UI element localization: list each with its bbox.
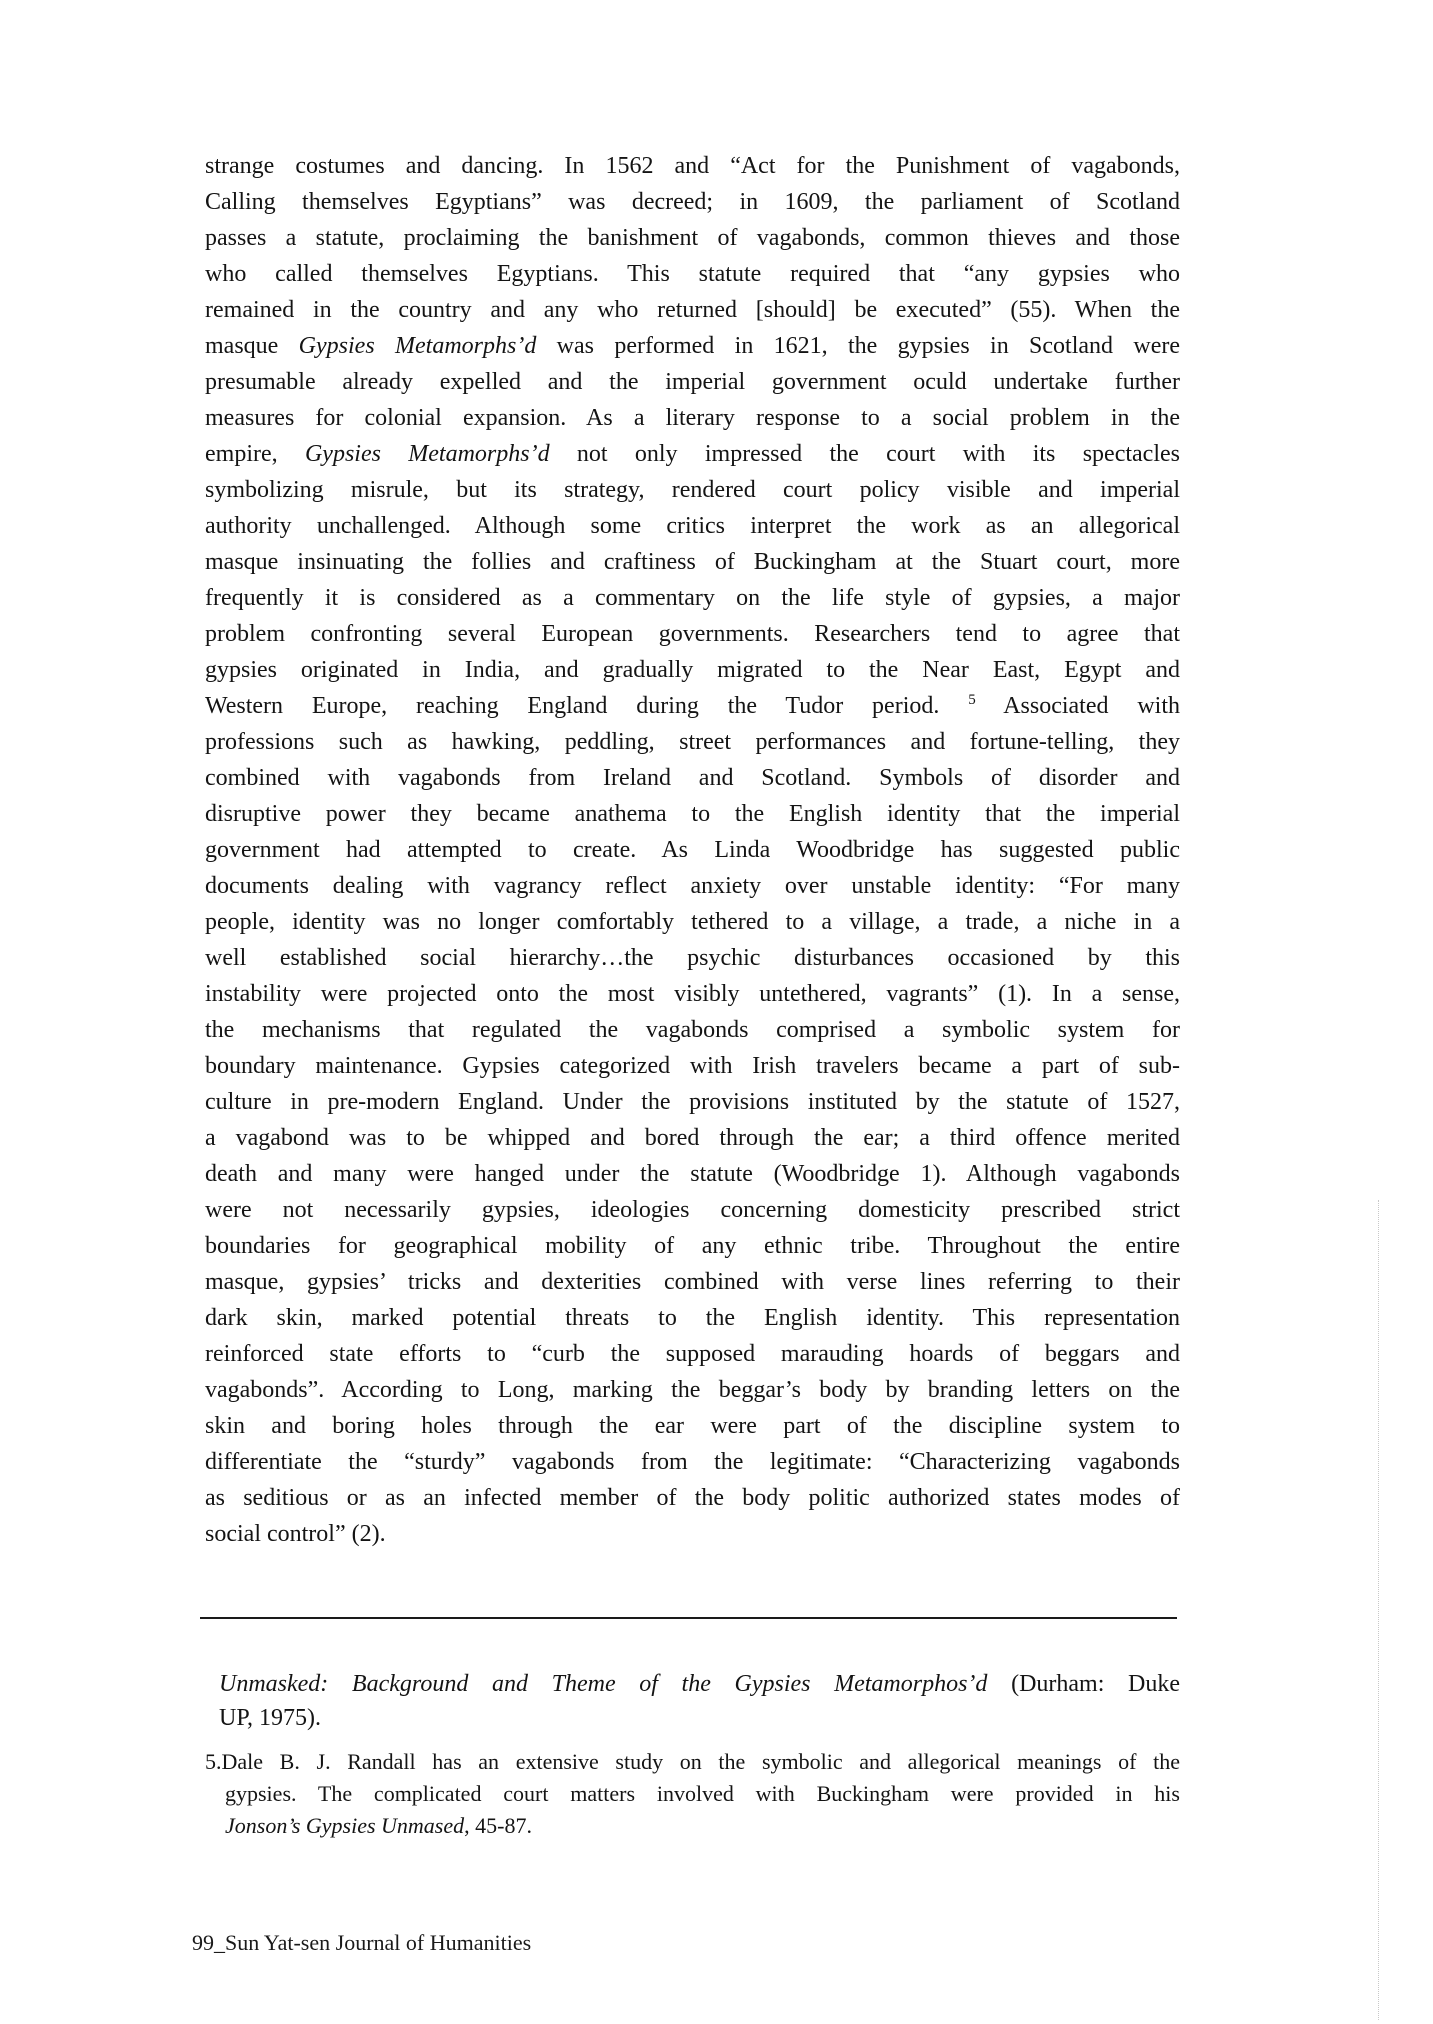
- footnote-line: UP, 1975).: [219, 1705, 322, 1731]
- text-line: instability were projected onto the most visibly untethered, vagrants” (1). In a sense,: [205, 981, 1180, 1007]
- text-line: well established social hierarchy…the psychic disturbances occasioned by this: [205, 945, 1180, 971]
- work-title: Gypsies Metamorphs’d: [304, 441, 550, 467]
- text-line: boundaries for geographical mobility of any ethnic tribe. Throughout the entire: [205, 1233, 1180, 1259]
- text-line: people, identity was no longer comfortably tethered to a village, a trade, a niche in a: [205, 909, 1180, 935]
- footnote-divider: [200, 1617, 1177, 1619]
- text-line: authority unchallenged. Although some critics interpret the work as an allegorical: [205, 513, 1180, 539]
- text-line: [205, 688, 1180, 724]
- footnote-5: [205, 1746, 1180, 1842]
- text-line: symbolizing misrule, but its strategy, rendered court policy visible and imperial: [205, 477, 1180, 503]
- text-line: culture in pre-modern England. Under the provisions instituted by the statute of 1527,: [205, 1089, 1180, 1115]
- footnote-line: gypsies. The complicated court matters involved with Buckingham were provided in his: [225, 1781, 1180, 1806]
- text-line: social control” (2).: [205, 1521, 386, 1547]
- text-segment: was performed in 1621, the gypsies in Scotland were: [536, 333, 1181, 359]
- text-line: as seditious or as an infected member of the body politic authorized states modes of: [205, 1485, 1180, 1511]
- footnote-line: [205, 1810, 1180, 1842]
- text-line: combined with vagabonds from Ireland and Scotland. Symbols of disorder and: [205, 765, 1180, 791]
- work-title: Gypsies Metamorphs’d: [298, 333, 537, 359]
- text-line: professions such as hawking, peddling, street performances and fortune-telling, they: [205, 729, 1180, 755]
- text-line: documents dealing with vagrancy reflect anxiety over unstable identity: “For many: [205, 873, 1180, 899]
- text-line: [205, 436, 1180, 472]
- text-line: measures for colonial expansion. As a literary response to a social problem in the: [205, 405, 1180, 431]
- text-line: frequently it is considered as a commentary on the life style of gypsies, a major: [205, 585, 1180, 611]
- text-line: [205, 328, 1180, 364]
- text-line: dark skin, marked potential threats to the English identity. This representation: [205, 1305, 1180, 1331]
- text-line: remained in the country and any who returned [should] be executed” (55). When the: [205, 297, 1180, 323]
- text-line: strange costumes and dancing. In 1562 and “Act for the Punishment of vagabonds,: [205, 153, 1180, 179]
- text-line: passes a statute, proclaiming the banishment of vagabonds, common thieves and those: [205, 225, 1180, 251]
- text-line: differentiate the “sturdy” vagabonds from the legitimate: “Characterizing vagabonds: [205, 1449, 1180, 1475]
- text-line: the mechanisms that regulated the vagabonds comprised a symbolic system for: [205, 1017, 1180, 1043]
- page-footer: 99_Sun Yat-sen Journal of Humanities: [192, 1930, 532, 1955]
- text-line: who called themselves Egyptians. This statute required that “any gypsies who: [205, 261, 1180, 287]
- text-line: government had attempted to create. As Linda Woodbridge has suggested public: [205, 837, 1180, 863]
- footnote-continued: [205, 1667, 1180, 1735]
- text-segment: Associated with: [975, 693, 1180, 719]
- text-line: disruptive power they became anathema to the English identity that the imperial: [205, 801, 1180, 827]
- text-line: death and many were hanged under the statute (Woodbridge 1). Although vagabonds: [205, 1161, 1180, 1187]
- text-segment: , 45-87.: [464, 1813, 532, 1838]
- footnote-line: [205, 1667, 1180, 1701]
- text-line: presumable already expelled and the imperial government oculd undertake further: [205, 369, 1180, 395]
- text-line: masque, gypsies’ tricks and dexterities combined with verse lines referring to their: [205, 1269, 1180, 1295]
- text-line: a vagabond was to be whipped and bored through the ear; a third offence merited: [205, 1125, 1180, 1151]
- body-text: [205, 148, 1180, 1552]
- text-line: vagabonds”. According to Long, marking the beggar’s body by branding letters on the: [205, 1377, 1180, 1403]
- text-line: problem confronting several European governments. Researchers tend to agree that: [205, 621, 1180, 647]
- text-line: skin and boring holes through the ear were part of the discipline system to: [205, 1413, 1180, 1439]
- text-line: boundary maintenance. Gypsies categorized with Irish travelers became a part of sub-: [205, 1053, 1180, 1079]
- text-segment: not only impressed the court with its spectacles: [549, 441, 1180, 467]
- text-line: masque insinuating the follies and craftiness of Buckingham at the Stuart court, more: [205, 549, 1180, 575]
- text-line: Calling themselves Egyptians” was decreed; in 1609, the parliament of Scotland: [205, 189, 1180, 215]
- footnote-ref: 5: [968, 692, 976, 708]
- text-line: reinforced state efforts to “curb the supposed marauding hoards of beggars and: [205, 1341, 1180, 1367]
- text-line: gypsies originated in India, and gradually migrated to the Near East, Egypt and: [205, 657, 1180, 683]
- work-title: Jonson’s Gypsies Unmased: [225, 1813, 465, 1838]
- text-segment: (Durham: Duke: [987, 1671, 1180, 1697]
- scan-edge-mark: [1378, 1200, 1379, 2020]
- text-segment: Western Europe, reaching England during the Tudor period.: [205, 693, 940, 719]
- work-title: Unmasked: Background and Theme of the Gypsies Metamorphos’d: [219, 1671, 988, 1697]
- text-segment: masque: [205, 333, 299, 359]
- text-segment: empire,: [205, 441, 305, 467]
- footnote-line: 5.Dale B. J. Randall has an extensive study on the symbolic and allegorical meanings of the: [205, 1749, 1180, 1774]
- text-line: were not necessarily gypsies, ideologies concerning domesticity prescribed strict: [205, 1197, 1180, 1223]
